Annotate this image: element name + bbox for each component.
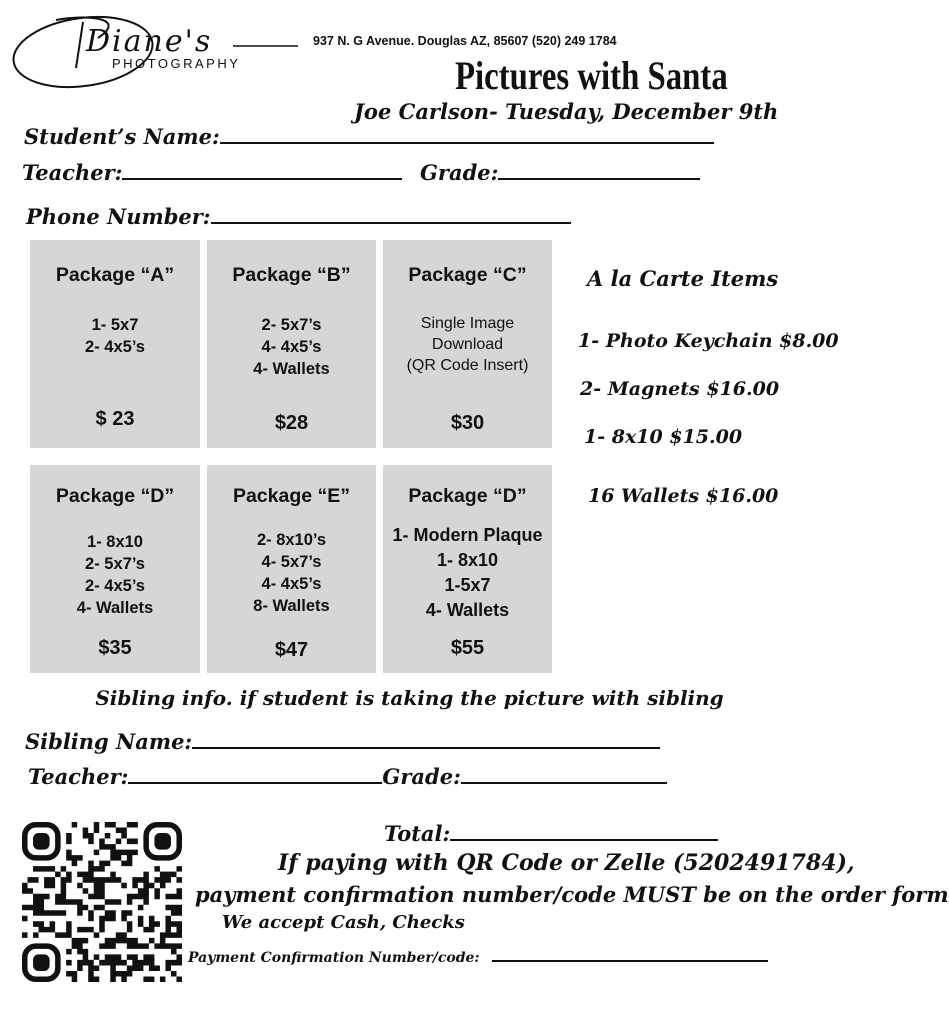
teacher-line[interactable] [122,178,402,180]
phone-field[interactable] [26,204,571,229]
confirmation-number-line[interactable] [492,960,768,962]
alacarte-title: A la Carte Items [587,266,779,291]
package-item: Download [431,336,504,353]
qr-code[interactable] [22,822,182,982]
grade-label: Grade: [420,160,499,185]
package-item: 8- Wallets [253,597,330,615]
package-name: Package “C” [408,264,527,286]
total-label: Total: [384,821,451,846]
student-name-label: Student’s Name: [24,124,220,149]
package-price: $ 23 [95,408,135,430]
package-name: Package “D” [55,485,175,507]
package-item: 4- 5x7’s [261,553,322,571]
package-d[interactable] [30,465,200,673]
package-item: 4- 4x5’s [261,575,322,593]
accepted-payments: We accept Cash, Checks [222,912,465,933]
package-item: Single Image [420,315,515,332]
teacher-field[interactable] [22,160,402,185]
total-field[interactable] [384,821,718,846]
package-item: 2- 5x7’s [85,555,145,573]
student-name-line[interactable] [220,142,714,144]
package-item: 2- 8x10’s [256,531,327,549]
package-name: Package “E” [232,485,351,507]
phone-label: Phone Number: [26,204,211,229]
package-e[interactable] [207,465,376,673]
grade-field[interactable] [420,160,700,185]
confirmation-number-field[interactable] [188,950,768,966]
package-item: (QR Code Insert) [406,357,529,374]
package-item: 4- Wallets [253,360,330,378]
confirmation-note: payment confirmation number/code MUST be on the order form [195,882,949,907]
package-name: Package “A” [55,264,175,286]
package-price: $55 [450,637,485,659]
student-name-field[interactable] [24,124,714,149]
package-price: $47 [274,639,309,661]
package-item: 1- Modern Plaque [392,525,543,545]
sibling-teacher-line[interactable] [128,782,382,784]
package-b[interactable] [207,240,376,448]
alacarte-item: 2- Magnets $16.00 [580,378,780,400]
package-name: Package “B” [232,264,351,286]
sibling-name-line[interactable] [192,747,660,749]
package-item: 2- 5x7’s [261,316,322,334]
confirmation-number-label: Payment Confirmation Number/code: [188,950,480,966]
package-price: $28 [274,412,309,434]
studio-address: 937 N. G Avenue. Douglas AZ, 85607 (520) 249 1784 [313,34,617,48]
grade-line[interactable] [498,178,700,180]
event-subtitle: Joe Carlson- Tuesday, December 9th [354,99,779,124]
logo-script: Diane's [86,24,213,59]
package-item: 1- 5x7 [91,316,139,334]
package-item: 2- 4x5’s [85,338,145,356]
package-name: Package “D” [408,485,527,507]
package-item: 1- 8x10 [87,533,143,551]
package-item: 1- 8x10 [436,550,499,570]
qr-zelle-note: If paying with QR Code or Zelle (5202491784), [278,850,855,876]
package-price: $30 [450,412,485,434]
sibling-info: Sibling info. if student is taking the picture with sibling [95,686,724,710]
package-a[interactable] [30,240,200,448]
qr-code-icon [22,822,182,982]
logo [8,8,308,98]
sibling-teacher-label: Teacher: [28,764,129,789]
logo-subtext: PHOTOGRAPHY [112,56,241,71]
package-c[interactable] [383,240,552,448]
alacarte-item: 16 Wallets $16.00 [588,485,779,507]
package-price: $35 [98,637,132,659]
alacarte-item: 1- 8x10 $15.00 [584,426,743,448]
package-item: 4- Wallets [76,599,154,617]
phone-line[interactable] [211,222,571,224]
total-line[interactable] [450,839,718,841]
sibling-name-field[interactable] [25,729,660,754]
teacher-label: Teacher: [22,160,123,185]
sibling-name-label: Sibling Name: [25,729,193,754]
page-title: Pictures with Santa [455,53,728,98]
package-item: 4- 4x5’s [261,338,322,356]
package-item: 4- Wallets [425,600,510,620]
sibling-grade-label: Grade: [382,764,461,789]
package-item: 2- 4x5’s [85,577,145,595]
alacarte-item: 1- Photo Keychain $8.00 [578,330,839,352]
package-d-plaque[interactable] [383,465,552,673]
sibling-teacher-field[interactable] [28,764,667,789]
package-item: 1-5x7 [444,575,491,595]
sibling-grade-line[interactable] [461,782,667,784]
